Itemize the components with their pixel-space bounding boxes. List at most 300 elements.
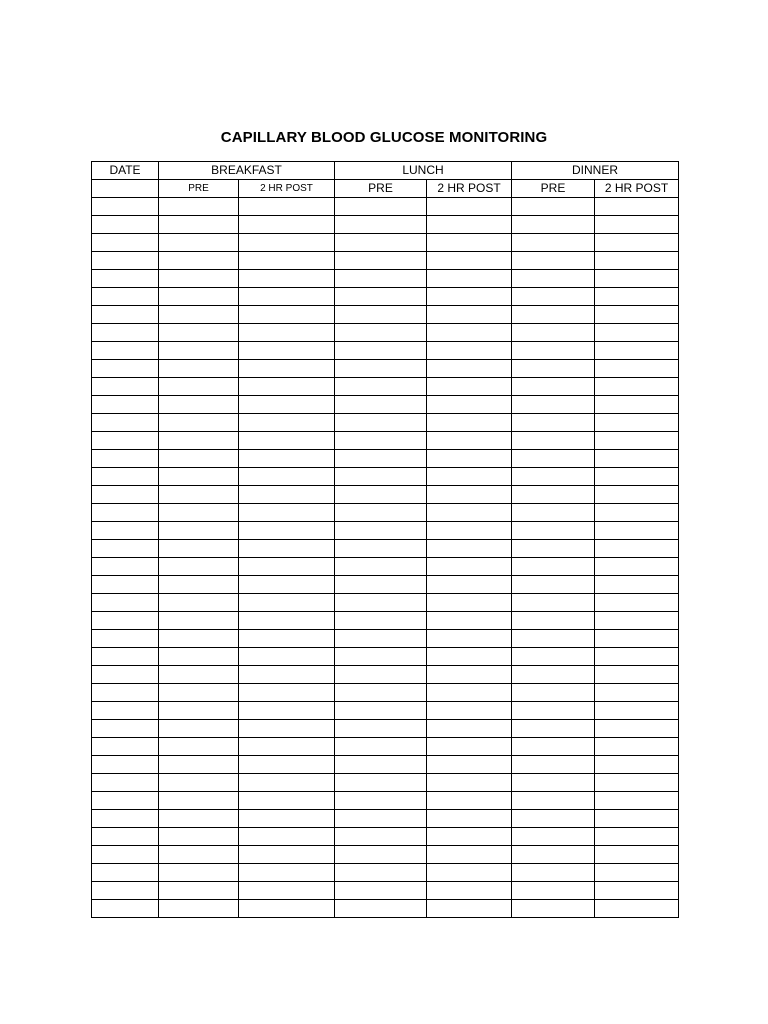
breakfast-post-cell[interactable] — [239, 594, 335, 612]
breakfast-post-cell[interactable] — [239, 630, 335, 648]
lunch-post-cell[interactable] — [427, 900, 512, 918]
lunch-pre-cell[interactable] — [335, 342, 427, 360]
lunch-post-cell[interactable] — [427, 576, 512, 594]
breakfast-post-cell[interactable] — [239, 234, 335, 252]
lunch-pre-cell[interactable] — [335, 432, 427, 450]
breakfast-pre-cell[interactable] — [159, 846, 239, 864]
dinner-pre-cell[interactable] — [512, 540, 595, 558]
breakfast-post-cell[interactable] — [239, 270, 335, 288]
dinner-pre-cell[interactable] — [512, 504, 595, 522]
breakfast-pre-cell[interactable] — [159, 756, 239, 774]
dinner-post-cell[interactable] — [595, 720, 679, 738]
dinner-pre-cell[interactable] — [512, 216, 595, 234]
dinner-post-cell[interactable] — [595, 630, 679, 648]
dinner-post-cell[interactable] — [595, 774, 679, 792]
header-row-timing — [92, 180, 679, 198]
date-cell[interactable] — [92, 486, 159, 504]
dinner-post-cell[interactable] — [595, 900, 679, 918]
table-row — [92, 522, 679, 540]
date-cell[interactable] — [92, 630, 159, 648]
lunch-post-cell[interactable] — [427, 792, 512, 810]
breakfast-post-cell[interactable] — [239, 216, 335, 234]
date-cell[interactable] — [92, 504, 159, 522]
lunch-post-cell[interactable] — [427, 324, 512, 342]
dinner-post-cell[interactable] — [595, 216, 679, 234]
date-cell[interactable] — [92, 738, 159, 756]
lunch-post-cell[interactable] — [427, 774, 512, 792]
lunch-pre-cell[interactable] — [335, 756, 427, 774]
dinner-post-cell[interactable] — [595, 576, 679, 594]
lunch-post-cell[interactable] — [427, 828, 512, 846]
dinner-post-cell[interactable] — [595, 540, 679, 558]
dinner-header: DINNER — [512, 162, 679, 180]
dinner-pre-cell[interactable] — [512, 738, 595, 756]
date-cell[interactable] — [92, 594, 159, 612]
dinner-post-header: 2 HR POST — [595, 180, 679, 198]
dinner-pre-cell[interactable] — [512, 288, 595, 306]
breakfast-post-cell[interactable] — [239, 756, 335, 774]
breakfast-pre-cell[interactable] — [159, 666, 239, 684]
lunch-pre-cell[interactable] — [335, 684, 427, 702]
dinner-post-cell[interactable] — [595, 234, 679, 252]
lunch-post-cell[interactable] — [427, 450, 512, 468]
table-row — [92, 414, 679, 432]
dinner-pre-cell[interactable] — [512, 576, 595, 594]
date-cell[interactable] — [92, 648, 159, 666]
dinner-pre-cell[interactable] — [512, 900, 595, 918]
breakfast-pre-cell[interactable] — [159, 540, 239, 558]
breakfast-post-cell[interactable] — [239, 378, 335, 396]
table-row — [92, 486, 679, 504]
dinner-pre-cell[interactable] — [512, 684, 595, 702]
dinner-post-cell[interactable] — [595, 450, 679, 468]
lunch-pre-cell[interactable] — [335, 864, 427, 882]
lunch-pre-cell[interactable] — [335, 288, 427, 306]
date-cell[interactable] — [92, 252, 159, 270]
date-cell[interactable] — [92, 468, 159, 486]
lunch-pre-cell[interactable] — [335, 720, 427, 738]
dinner-pre-cell[interactable] — [512, 360, 595, 378]
breakfast-post-cell[interactable] — [239, 612, 335, 630]
breakfast-pre-cell[interactable] — [159, 288, 239, 306]
date-cell[interactable] — [92, 774, 159, 792]
breakfast-pre-cell[interactable] — [159, 270, 239, 288]
lunch-post-cell[interactable] — [427, 666, 512, 684]
lunch-post-cell[interactable] — [427, 288, 512, 306]
breakfast-post-cell[interactable] — [239, 324, 335, 342]
table-row — [92, 594, 679, 612]
lunch-pre-cell[interactable] — [335, 198, 427, 216]
dinner-post-cell[interactable] — [595, 396, 679, 414]
lunch-post-cell[interactable] — [427, 612, 512, 630]
dinner-pre-cell[interactable] — [512, 468, 595, 486]
lunch-pre-cell[interactable] — [335, 540, 427, 558]
breakfast-pre-cell[interactable] — [159, 450, 239, 468]
dinner-post-cell[interactable] — [595, 828, 679, 846]
dinner-post-cell[interactable] — [595, 882, 679, 900]
breakfast-post-cell[interactable] — [239, 432, 335, 450]
breakfast-post-cell[interactable] — [239, 828, 335, 846]
dinner-pre-cell[interactable] — [512, 666, 595, 684]
date-cell[interactable] — [92, 756, 159, 774]
breakfast-post-cell[interactable] — [239, 540, 335, 558]
lunch-post-cell[interactable] — [427, 270, 512, 288]
breakfast-pre-cell[interactable] — [159, 774, 239, 792]
dinner-post-cell[interactable] — [595, 864, 679, 882]
breakfast-post-cell[interactable] — [239, 576, 335, 594]
dinner-post-cell[interactable] — [595, 504, 679, 522]
lunch-post-cell[interactable] — [427, 504, 512, 522]
table-row — [92, 234, 679, 252]
dinner-pre-cell[interactable] — [512, 882, 595, 900]
breakfast-pre-cell[interactable] — [159, 360, 239, 378]
date-cell[interactable] — [92, 828, 159, 846]
breakfast-post-cell[interactable] — [239, 792, 335, 810]
lunch-post-cell[interactable] — [427, 522, 512, 540]
lunch-post-cell[interactable] — [427, 360, 512, 378]
dinner-post-cell[interactable] — [595, 558, 679, 576]
lunch-pre-cell[interactable] — [335, 774, 427, 792]
breakfast-pre-cell[interactable] — [159, 558, 239, 576]
breakfast-pre-cell[interactable] — [159, 828, 239, 846]
lunch-post-cell[interactable] — [427, 342, 512, 360]
breakfast-post-cell[interactable] — [239, 666, 335, 684]
date-cell[interactable] — [92, 342, 159, 360]
breakfast-post-cell[interactable] — [239, 900, 335, 918]
breakfast-post-cell[interactable] — [239, 846, 335, 864]
dinner-pre-cell[interactable] — [512, 756, 595, 774]
dinner-post-cell[interactable] — [595, 270, 679, 288]
date-cell[interactable] — [92, 540, 159, 558]
lunch-post-header: 2 HR POST — [427, 180, 512, 198]
dinner-pre-cell[interactable] — [512, 396, 595, 414]
lunch-post-cell[interactable] — [427, 810, 512, 828]
table-row — [92, 216, 679, 234]
lunch-pre-cell[interactable] — [335, 504, 427, 522]
breakfast-pre-cell[interactable] — [159, 702, 239, 720]
breakfast-pre-cell[interactable] — [159, 468, 239, 486]
lunch-post-cell[interactable] — [427, 738, 512, 756]
breakfast-post-cell[interactable] — [239, 702, 335, 720]
breakfast-post-cell[interactable] — [239, 468, 335, 486]
date-cell[interactable] — [92, 414, 159, 432]
lunch-pre-cell[interactable] — [335, 648, 427, 666]
lunch-post-cell[interactable] — [427, 558, 512, 576]
lunch-post-cell[interactable] — [427, 234, 512, 252]
dinner-post-cell[interactable] — [595, 738, 679, 756]
table-row — [92, 666, 679, 684]
breakfast-post-cell[interactable] — [239, 450, 335, 468]
breakfast-pre-cell[interactable] — [159, 504, 239, 522]
lunch-pre-cell[interactable] — [335, 450, 427, 468]
lunch-pre-cell[interactable] — [335, 666, 427, 684]
date-cell[interactable] — [92, 360, 159, 378]
date-cell[interactable] — [92, 864, 159, 882]
lunch-pre-cell[interactable] — [335, 576, 427, 594]
dinner-pre-cell[interactable] — [512, 252, 595, 270]
dinner-pre-cell[interactable] — [512, 450, 595, 468]
lunch-post-cell[interactable] — [427, 486, 512, 504]
breakfast-post-cell[interactable] — [239, 288, 335, 306]
breakfast-pre-cell[interactable] — [159, 432, 239, 450]
lunch-post-cell[interactable] — [427, 198, 512, 216]
dinner-pre-cell[interactable] — [512, 648, 595, 666]
dinner-post-cell[interactable] — [595, 306, 679, 324]
dinner-post-cell[interactable] — [595, 486, 679, 504]
breakfast-pre-cell[interactable] — [159, 810, 239, 828]
date-cell[interactable] — [92, 576, 159, 594]
date-cell[interactable] — [92, 810, 159, 828]
breakfast-post-cell[interactable] — [239, 684, 335, 702]
lunch-pre-cell[interactable] — [335, 216, 427, 234]
lunch-post-cell[interactable] — [427, 432, 512, 450]
dinner-post-cell[interactable] — [595, 666, 679, 684]
date-cell[interactable] — [92, 270, 159, 288]
lunch-post-cell[interactable] — [427, 216, 512, 234]
dinner-post-cell[interactable] — [595, 468, 679, 486]
dinner-post-cell[interactable] — [595, 522, 679, 540]
breakfast-post-cell[interactable] — [239, 558, 335, 576]
breakfast-post-cell[interactable] — [239, 198, 335, 216]
dinner-pre-cell[interactable] — [512, 414, 595, 432]
breakfast-pre-cell[interactable] — [159, 252, 239, 270]
dinner-post-cell[interactable] — [595, 612, 679, 630]
table-row — [92, 612, 679, 630]
lunch-pre-cell[interactable] — [335, 360, 427, 378]
lunch-pre-cell[interactable] — [335, 846, 427, 864]
date-cell[interactable] — [92, 378, 159, 396]
lunch-pre-cell[interactable] — [335, 396, 427, 414]
dinner-pre-cell[interactable] — [512, 792, 595, 810]
breakfast-post-cell[interactable] — [239, 396, 335, 414]
lunch-pre-cell[interactable] — [335, 828, 427, 846]
breakfast-pre-cell[interactable] — [159, 720, 239, 738]
lunch-pre-cell[interactable] — [335, 792, 427, 810]
dinner-pre-cell[interactable] — [512, 720, 595, 738]
lunch-post-cell[interactable] — [427, 846, 512, 864]
breakfast-post-cell[interactable] — [239, 522, 335, 540]
breakfast-pre-cell[interactable] — [159, 900, 239, 918]
breakfast-post-cell[interactable] — [239, 342, 335, 360]
lunch-post-cell[interactable] — [427, 684, 512, 702]
dinner-pre-cell[interactable] — [512, 594, 595, 612]
dinner-pre-cell[interactable] — [512, 198, 595, 216]
date-cell[interactable] — [92, 846, 159, 864]
date-cell[interactable] — [92, 432, 159, 450]
breakfast-post-cell[interactable] — [239, 360, 335, 378]
table-row — [92, 450, 679, 468]
lunch-post-cell[interactable] — [427, 396, 512, 414]
date-cell[interactable] — [92, 234, 159, 252]
breakfast-pre-cell[interactable] — [159, 522, 239, 540]
dinner-post-cell[interactable] — [595, 252, 679, 270]
dinner-post-cell[interactable] — [595, 810, 679, 828]
date-cell[interactable] — [92, 612, 159, 630]
dinner-post-cell[interactable] — [595, 846, 679, 864]
breakfast-pre-cell[interactable] — [159, 864, 239, 882]
breakfast-post-cell[interactable] — [239, 720, 335, 738]
dinner-post-cell[interactable] — [595, 792, 679, 810]
breakfast-post-cell[interactable] — [239, 252, 335, 270]
table-row — [92, 504, 679, 522]
dinner-post-cell[interactable] — [595, 342, 679, 360]
breakfast-pre-cell[interactable] — [159, 630, 239, 648]
lunch-post-cell[interactable] — [427, 756, 512, 774]
date-cell[interactable] — [92, 306, 159, 324]
dinner-post-cell[interactable] — [595, 288, 679, 306]
breakfast-post-cell[interactable] — [239, 648, 335, 666]
dinner-pre-cell[interactable] — [512, 432, 595, 450]
dinner-pre-cell[interactable] — [512, 306, 595, 324]
date-cell[interactable] — [92, 558, 159, 576]
dinner-pre-cell[interactable] — [512, 828, 595, 846]
dinner-pre-cell[interactable] — [512, 612, 595, 630]
breakfast-post-cell[interactable] — [239, 306, 335, 324]
table-row — [92, 846, 679, 864]
breakfast-post-cell[interactable] — [239, 882, 335, 900]
dinner-post-cell[interactable] — [595, 360, 679, 378]
date-cell[interactable] — [92, 198, 159, 216]
date-cell[interactable] — [92, 216, 159, 234]
date-cell[interactable] — [92, 882, 159, 900]
date-cell[interactable] — [92, 792, 159, 810]
dinner-post-cell[interactable] — [595, 594, 679, 612]
lunch-pre-cell[interactable] — [335, 468, 427, 486]
dinner-post-cell[interactable] — [595, 648, 679, 666]
table-row — [92, 468, 679, 486]
dinner-pre-cell[interactable] — [512, 630, 595, 648]
date-cell[interactable] — [92, 522, 159, 540]
lunch-pre-cell[interactable] — [335, 810, 427, 828]
date-cell[interactable] — [92, 324, 159, 342]
dinner-pre-cell[interactable] — [512, 864, 595, 882]
breakfast-pre-cell[interactable] — [159, 738, 239, 756]
dinner-post-cell[interactable] — [595, 684, 679, 702]
breakfast-pre-cell[interactable] — [159, 882, 239, 900]
lunch-post-cell[interactable] — [427, 630, 512, 648]
lunch-post-cell[interactable] — [427, 648, 512, 666]
glucose-log-table — [91, 161, 679, 918]
dinner-pre-cell[interactable] — [512, 702, 595, 720]
dinner-pre-cell[interactable] — [512, 522, 595, 540]
dinner-post-cell[interactable] — [595, 378, 679, 396]
lunch-post-cell[interactable] — [427, 414, 512, 432]
dinner-post-cell[interactable] — [595, 756, 679, 774]
lunch-post-cell[interactable] — [427, 306, 512, 324]
dinner-pre-cell[interactable] — [512, 270, 595, 288]
lunch-pre-cell[interactable] — [335, 234, 427, 252]
dinner-pre-cell[interactable] — [512, 234, 595, 252]
lunch-post-cell[interactable] — [427, 864, 512, 882]
date-cell[interactable] — [92, 396, 159, 414]
dinner-pre-cell[interactable] — [512, 846, 595, 864]
lunch-pre-cell[interactable] — [335, 252, 427, 270]
lunch-pre-cell[interactable] — [335, 738, 427, 756]
dinner-pre-cell[interactable] — [512, 378, 595, 396]
dinner-pre-cell[interactable] — [512, 558, 595, 576]
dinner-pre-cell[interactable] — [512, 810, 595, 828]
lunch-post-cell[interactable] — [427, 468, 512, 486]
date-cell[interactable] — [92, 720, 159, 738]
lunch-pre-cell[interactable] — [335, 306, 427, 324]
table-row — [92, 720, 679, 738]
breakfast-pre-cell[interactable] — [159, 342, 239, 360]
breakfast-pre-cell[interactable] — [159, 414, 239, 432]
breakfast-post-cell[interactable] — [239, 486, 335, 504]
dinner-post-cell[interactable] — [595, 324, 679, 342]
date-cell[interactable] — [92, 684, 159, 702]
lunch-pre-cell[interactable] — [335, 702, 427, 720]
date-cell[interactable] — [92, 450, 159, 468]
breakfast-pre-cell[interactable] — [159, 198, 239, 216]
breakfast-post-cell[interactable] — [239, 414, 335, 432]
dinner-pre-cell[interactable] — [512, 324, 595, 342]
date-cell[interactable] — [92, 702, 159, 720]
dinner-pre-header: PRE — [512, 180, 595, 198]
breakfast-pre-cell[interactable] — [159, 216, 239, 234]
lunch-pre-cell[interactable] — [335, 594, 427, 612]
lunch-pre-cell[interactable] — [335, 414, 427, 432]
breakfast-pre-cell[interactable] — [159, 792, 239, 810]
lunch-pre-cell[interactable] — [335, 270, 427, 288]
breakfast-post-cell[interactable] — [239, 810, 335, 828]
date-cell[interactable] — [92, 900, 159, 918]
breakfast-post-cell[interactable] — [239, 738, 335, 756]
lunch-post-cell[interactable] — [427, 252, 512, 270]
breakfast-pre-cell[interactable] — [159, 324, 239, 342]
breakfast-pre-cell[interactable] — [159, 648, 239, 666]
lunch-post-cell[interactable] — [427, 702, 512, 720]
breakfast-pre-cell[interactable] — [159, 486, 239, 504]
date-cell[interactable] — [92, 666, 159, 684]
breakfast-pre-cell[interactable] — [159, 234, 239, 252]
breakfast-post-cell[interactable] — [239, 774, 335, 792]
lunch-pre-cell[interactable] — [335, 378, 427, 396]
lunch-post-cell[interactable] — [427, 594, 512, 612]
dinner-post-cell[interactable] — [595, 414, 679, 432]
breakfast-pre-cell[interactable] — [159, 378, 239, 396]
date-cell[interactable] — [92, 288, 159, 306]
breakfast-pre-cell[interactable] — [159, 684, 239, 702]
dinner-pre-cell[interactable] — [512, 774, 595, 792]
lunch-pre-cell[interactable] — [335, 612, 427, 630]
lunch-pre-cell[interactable] — [335, 900, 427, 918]
lunch-post-cell[interactable] — [427, 720, 512, 738]
breakfast-post-cell[interactable] — [239, 504, 335, 522]
lunch-pre-cell[interactable] — [335, 324, 427, 342]
lunch-post-cell[interactable] — [427, 540, 512, 558]
lunch-pre-cell[interactable] — [335, 630, 427, 648]
dinner-pre-cell[interactable] — [512, 342, 595, 360]
breakfast-post-cell[interactable] — [239, 864, 335, 882]
lunch-pre-cell[interactable] — [335, 558, 427, 576]
lunch-post-cell[interactable] — [427, 378, 512, 396]
dinner-post-cell[interactable] — [595, 702, 679, 720]
lunch-post-cell[interactable] — [427, 882, 512, 900]
breakfast-pre-cell[interactable] — [159, 612, 239, 630]
breakfast-pre-cell[interactable] — [159, 594, 239, 612]
dinner-post-cell[interactable] — [595, 432, 679, 450]
lunch-pre-cell[interactable] — [335, 882, 427, 900]
breakfast-pre-cell[interactable] — [159, 576, 239, 594]
dinner-pre-cell[interactable] — [512, 486, 595, 504]
dinner-post-cell[interactable] — [595, 198, 679, 216]
table-row — [92, 576, 679, 594]
lunch-pre-cell[interactable] — [335, 486, 427, 504]
breakfast-pre-cell[interactable] — [159, 306, 239, 324]
breakfast-pre-cell[interactable] — [159, 396, 239, 414]
lunch-pre-cell[interactable] — [335, 522, 427, 540]
